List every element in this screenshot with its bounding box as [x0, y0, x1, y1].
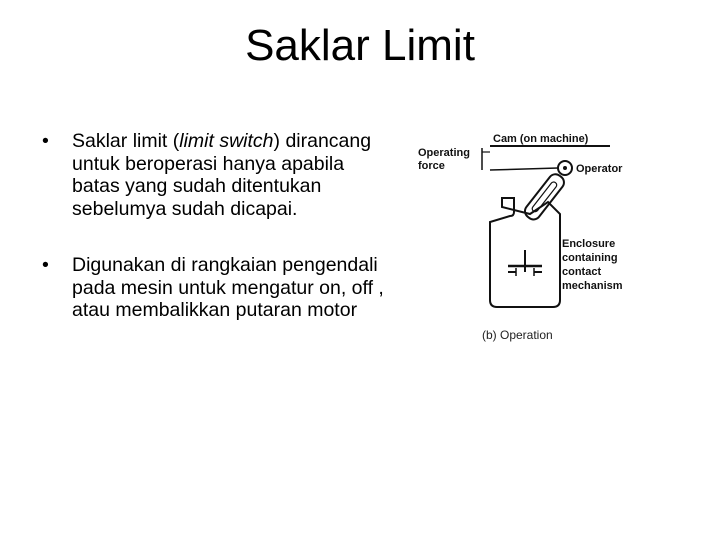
- operating-label-2: force: [418, 160, 445, 172]
- enclosure-label-2: containing: [562, 252, 618, 264]
- limit-switch-figure: [410, 122, 660, 352]
- operator-roller-center: [563, 166, 567, 170]
- force-line: [490, 168, 558, 170]
- limit-switch-diagram-icon: [410, 122, 660, 352]
- bullet-text-after: ) dirancang untuk beroperasi hanya apabila batas yang sudah ditentukan sebelumya sudah dicapai.: [72, 130, 372, 220]
- enclosure-label-4: mechanism: [562, 280, 623, 292]
- bullet-item: [40, 254, 385, 322]
- bullet-item: [40, 130, 385, 220]
- enclosure-label-3: contact: [562, 266, 602, 278]
- enclosure-label-1: Enclosure: [562, 238, 616, 250]
- cam-label: Cam (on machine): [493, 133, 589, 145]
- bullet-text-before: Saklar limit (: [72, 130, 180, 152]
- bullet-text-emphasis: limit switch: [179, 130, 274, 152]
- bullet-marker: •: [42, 254, 49, 276]
- bullet-text: Digunakan di rangkaian pengendali pada mesin untuk mengatur on, off , atau membalikkan putaran motor: [72, 254, 384, 321]
- figure-caption: (b) Operation: [482, 328, 553, 342]
- bullet-list: [40, 130, 385, 322]
- operator-label: Operator: [576, 163, 623, 175]
- operating-label-1: Operating: [418, 147, 470, 159]
- bullet-marker: •: [42, 130, 49, 152]
- slide-title: Saklar Limit: [245, 21, 475, 70]
